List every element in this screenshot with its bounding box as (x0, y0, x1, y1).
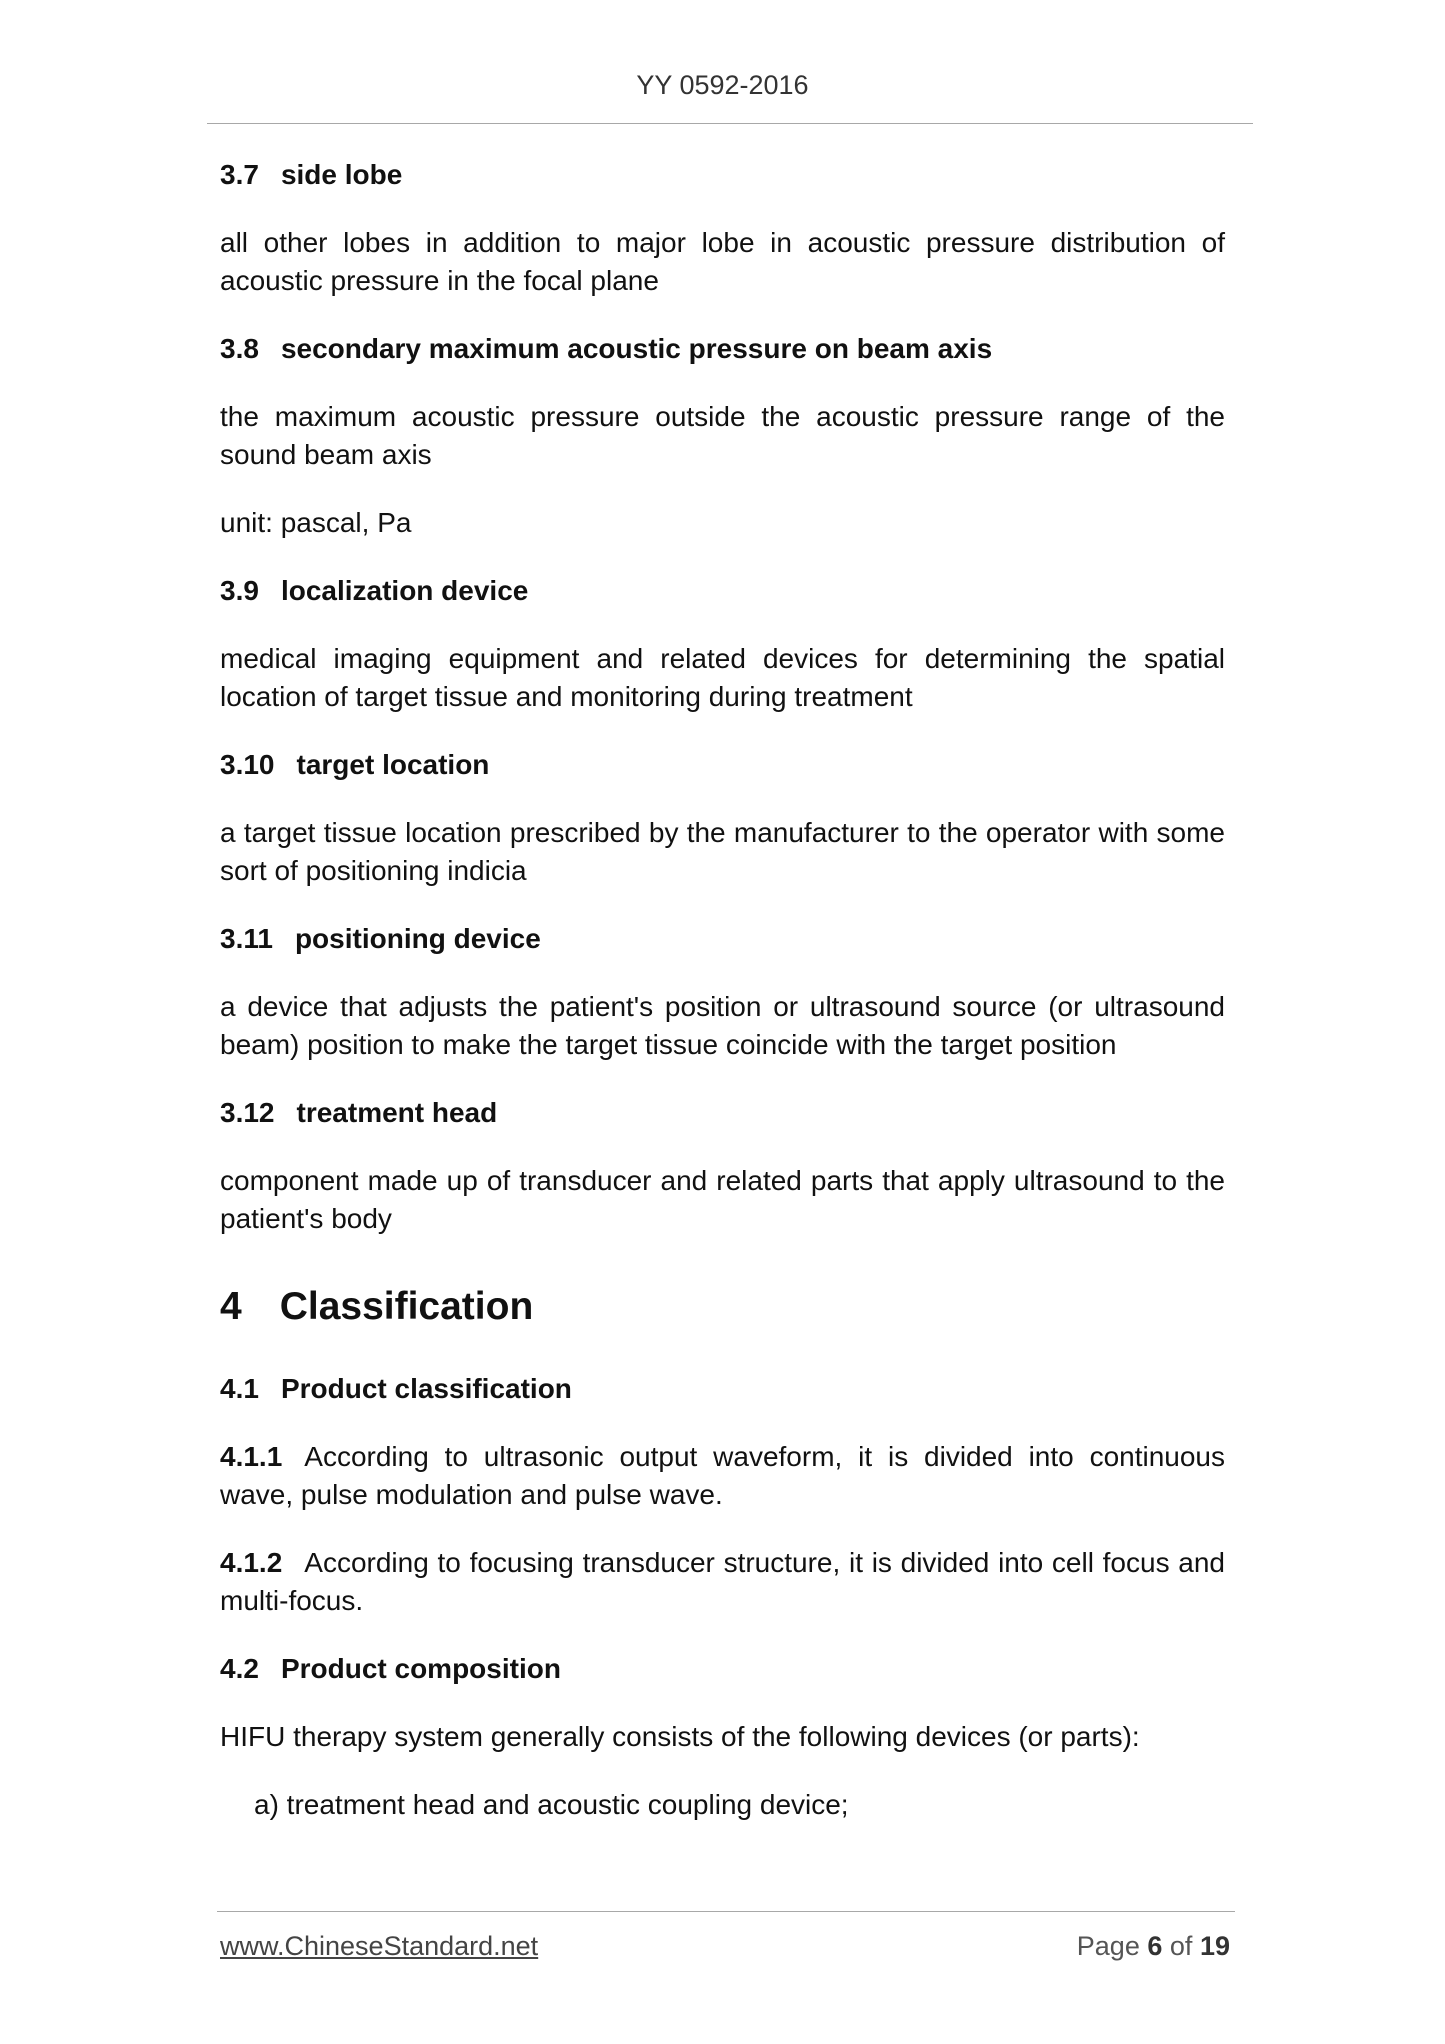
term-title: treatment head (296, 1097, 498, 1128)
clause-4-1-1 (220, 1438, 1225, 1514)
term-definition-3-10: a target tissue location prescribed by the manufacturer to the operator with some sort of positioning indicia (220, 817, 1225, 886)
term-number: 3.11 (220, 923, 273, 954)
term-definition-3-8: the maximum acoustic pressure outside the acoustic pressure range of the sound beam axis (220, 401, 1225, 470)
clause-text: According to ultrasonic output waveform, it is divided into continuous wave, pulse modulation and pulse wave. (220, 1441, 1225, 1510)
term-heading-3-9 (220, 572, 1225, 610)
clause-4-1-2 (220, 1544, 1225, 1620)
page-of: of (1169, 1931, 1193, 1961)
page-total: 19 (1199, 1931, 1230, 1961)
term-title: positioning device (294, 923, 541, 954)
term-heading-3-12 (220, 1094, 1225, 1132)
term-title: target location (296, 749, 490, 780)
header-divider (207, 123, 1253, 124)
page-number (1077, 1931, 1230, 1962)
term-heading-3-11 (220, 920, 1225, 958)
term-number: 3.10 (220, 749, 275, 780)
list-item: a) treatment head and acoustic coupling device; (254, 1789, 849, 1820)
page-label: Page (1076, 1931, 1140, 1961)
clause-text: According to focusing transducer structure, it is divided into cell focus and multi-focus. (220, 1547, 1225, 1616)
clause-number: 4.1.2 (220, 1547, 283, 1578)
term-number: 3.8 (220, 333, 259, 364)
term-title: side lobe (280, 159, 403, 190)
term-title: secondary maximum acoustic pressure on beam axis (280, 333, 993, 364)
section-number: 4.2 (220, 1653, 259, 1684)
term-heading-3-7 (220, 156, 1225, 194)
section-number: 4.1 (220, 1373, 259, 1404)
section-title: Product classification (280, 1373, 572, 1404)
chapter-title: Classification (279, 1285, 534, 1328)
chapter-number: 4 (220, 1285, 242, 1328)
term-number: 3.7 (220, 159, 259, 190)
footer-divider (217, 1911, 1235, 1912)
term-definition-3-7: all other lobes in addition to major lobe in acoustic pressure distribution of acoustic pressure in the focal plane (220, 227, 1225, 296)
page-current: 6 (1147, 1931, 1163, 1961)
page-content (220, 156, 1225, 1854)
term-heading-3-8 (220, 330, 1225, 368)
clause-number: 4.1.1 (220, 1441, 283, 1472)
term-number: 3.9 (220, 575, 259, 606)
term-unit-3-8: unit: pascal, Pa (220, 507, 412, 538)
section-title: Product composition (280, 1653, 561, 1684)
chapter-heading-4 (220, 1282, 1225, 1332)
term-definition-3-12: component made up of transducer and related parts that apply ultrasound to the patient's body (220, 1165, 1225, 1234)
term-number: 3.12 (220, 1097, 275, 1128)
term-definition-3-9: medical imaging equipment and related devices for determining the spatial location of target tissue and monitoring during treatment (220, 643, 1225, 712)
composition-intro: HIFU therapy system generally consists of the following devices (or parts): (220, 1721, 1140, 1752)
website-link[interactable]: www.ChineseStandard.net (220, 1931, 539, 1961)
term-heading-3-10 (220, 746, 1225, 784)
document-code: YY 0592-2016 (636, 70, 809, 100)
term-definition-3-11: a device that adjusts the patient's position or ultrasound source (or ultrasound beam) position to make the target tissue coincide with the target position (220, 991, 1225, 1060)
term-title: localization device (280, 575, 529, 606)
section-heading-4-2 (220, 1650, 1225, 1688)
section-heading-4-1 (220, 1370, 1225, 1408)
